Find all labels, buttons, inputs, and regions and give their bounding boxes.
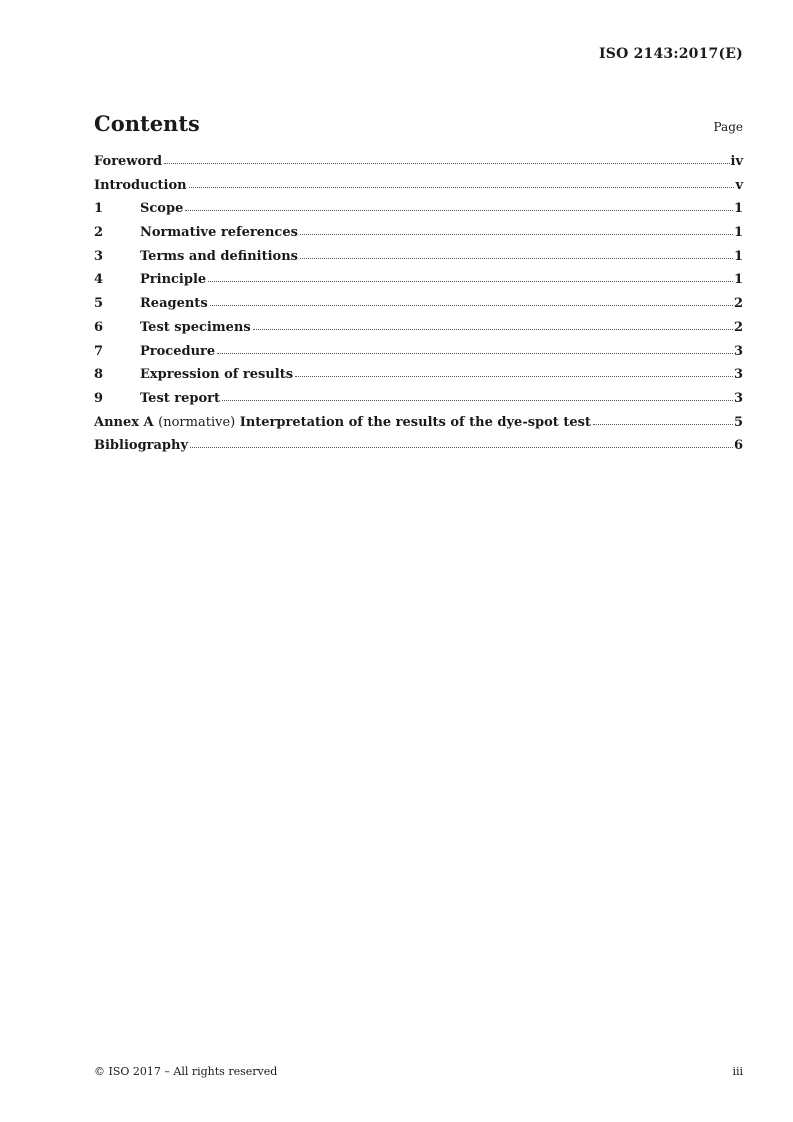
toc-entry-number: 6	[94, 319, 104, 335]
toc-entry-number: 2	[94, 225, 104, 241]
dot-leader	[185, 210, 733, 211]
toc-entry-title[interactable]: Bibliography	[94, 438, 189, 454]
toc-entry-page: 3	[733, 367, 743, 383]
dot-leader	[189, 187, 735, 188]
toc-entry-title[interactable]: Normative references	[140, 225, 298, 241]
toc-entry-procedure[interactable]	[94, 344, 743, 368]
toc-entry-title[interactable]: Terms and definitions	[140, 248, 298, 264]
dot-leader	[300, 258, 733, 259]
annex-label: Annex A	[94, 414, 154, 430]
toc-entry-scope[interactable]	[94, 201, 743, 225]
copyright-notice: © ISO 2017 – All rights reserved	[94, 1065, 278, 1078]
toc-entry-number: 4	[94, 272, 104, 288]
toc-entry-normative-references[interactable]	[94, 225, 743, 249]
annex-title: Interpretation of the results of the dye-spot test	[239, 414, 591, 430]
toc-entry-title[interactable]: Introduction	[94, 177, 187, 193]
toc-entry-page: 5	[733, 414, 743, 430]
toc-entry-annex-a[interactable]	[94, 415, 743, 439]
toc-entry-title[interactable]: Foreword	[94, 154, 163, 169]
toc-entry-title[interactable]: Reagents	[140, 296, 208, 312]
toc-entry-test-specimens[interactable]	[94, 320, 743, 344]
table-of-contents	[94, 154, 743, 462]
toc-entry-page: 2	[733, 319, 743, 335]
dot-leader	[210, 305, 733, 306]
toc-entry-title[interactable]: Test report	[140, 390, 221, 406]
dot-leader	[300, 234, 733, 235]
contents-heading	[94, 111, 743, 136]
toc-entry-page: 3	[733, 343, 743, 359]
page-number: iii	[732, 1065, 743, 1078]
toc-entry-title[interactable]: Principle	[140, 272, 207, 288]
page-column-label: Page	[713, 120, 743, 134]
dot-leader	[190, 447, 733, 448]
toc-entry-number: 1	[94, 201, 104, 217]
toc-entry-page: 3	[733, 390, 743, 406]
toc-entry-bibliography[interactable]	[94, 438, 743, 462]
toc-entry-terms-and-definitions[interactable]	[94, 249, 743, 273]
toc-entry-number: 8	[94, 367, 104, 383]
dot-leader	[164, 163, 729, 164]
dot-leader	[222, 400, 733, 401]
toc-entry-test-report[interactable]	[94, 391, 743, 415]
toc-entry-title[interactable]: Test specimens	[140, 319, 251, 335]
dot-leader	[295, 376, 733, 377]
toc-entry-number: 7	[94, 343, 104, 359]
toc-entry-expression-of-results[interactable]	[94, 367, 743, 391]
toc-entry-introduction[interactable]	[94, 178, 743, 202]
toc-entry-page: 1	[733, 272, 743, 288]
toc-entry-title[interactable]: Scope	[140, 201, 184, 217]
toc-entry-number: 9	[94, 390, 104, 406]
page-footer	[94, 1065, 743, 1078]
dot-leader	[253, 329, 733, 330]
toc-entry-title[interactable]: Expression of results	[140, 367, 294, 383]
toc-entry-page: 1	[733, 201, 743, 217]
toc-entry-page: v	[735, 177, 743, 193]
toc-entry-page: 2	[733, 296, 743, 312]
toc-entry-title[interactable]: Procedure	[140, 343, 216, 359]
toc-entry-principle[interactable]	[94, 272, 743, 296]
toc-entry-title[interactable]	[94, 415, 591, 430]
document-id: ISO 2143:2017(E)	[599, 46, 743, 62]
toc-entry-page: iv	[730, 154, 743, 169]
toc-entry-page: 1	[733, 225, 743, 241]
toc-entry-number: 5	[94, 296, 104, 312]
toc-entry-foreword[interactable]	[94, 154, 743, 178]
dot-leader	[208, 281, 733, 282]
dot-leader	[593, 424, 733, 425]
toc-entry-number: 3	[94, 248, 104, 264]
dot-leader	[217, 353, 733, 354]
contents-title: Contents	[94, 111, 200, 136]
toc-entry-page: 1	[733, 248, 743, 264]
annex-type: (normative)	[158, 414, 236, 430]
toc-entry-reagents[interactable]	[94, 296, 743, 320]
toc-entry-page: 6	[733, 438, 743, 454]
